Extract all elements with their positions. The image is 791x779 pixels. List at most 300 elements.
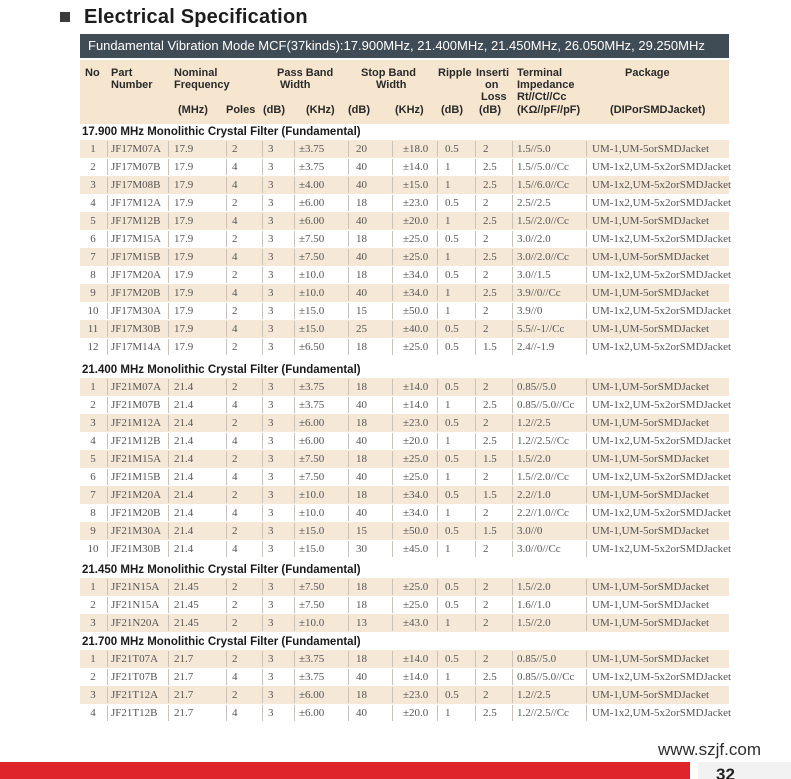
- table-cell: 0.85//5.0: [517, 381, 557, 393]
- table-cell: 18: [356, 653, 367, 665]
- table-cell: JF21M20B: [111, 507, 161, 519]
- table-cell: 21.4: [174, 525, 194, 537]
- table-cell: UM-1x2,UM-5x2orSMDJacket: [592, 671, 732, 683]
- table-cell: 3: [268, 689, 274, 701]
- header-nominal-1: Nominal: [174, 67, 218, 79]
- column-divider: [226, 213, 227, 229]
- table-cell: UM-1x2,UM-5x2orSMDJacket: [592, 435, 732, 447]
- column-divider: [475, 379, 476, 395]
- table-cell: 2: [483, 197, 489, 209]
- column-divider: [294, 651, 295, 667]
- table-row: [80, 522, 729, 540]
- table-cell: JF21N20A: [111, 617, 160, 629]
- column-divider: [226, 231, 227, 247]
- column-divider: [392, 505, 393, 521]
- column-divider: [586, 469, 587, 485]
- column-divider: [586, 651, 587, 667]
- table-cell: ±50.0: [403, 305, 429, 317]
- column-divider: [168, 249, 169, 265]
- table-cell: 1: [445, 287, 451, 299]
- table-cell: ±45.0: [403, 543, 429, 555]
- column-divider: [392, 285, 393, 301]
- column-divider: [586, 687, 587, 703]
- table-cell: 1: [90, 381, 96, 393]
- table-cell: 1.5//6.0//Cc: [517, 179, 569, 191]
- table-cell: 2: [483, 305, 489, 317]
- column-divider: [348, 579, 349, 595]
- table-cell: 1.5: [483, 489, 497, 501]
- table-cell: 2: [483, 471, 489, 483]
- column-divider: [437, 451, 438, 467]
- table-cell: 2: [232, 581, 238, 593]
- table-cell: UM-1x2,UM-5x2orSMDJacket: [592, 543, 732, 555]
- table-cell: 2: [483, 233, 489, 245]
- table-row: [80, 504, 732, 522]
- table-cell: JF21M20A: [111, 489, 162, 501]
- column-divider: [475, 213, 476, 229]
- table-cell: JF21T12A: [111, 689, 159, 701]
- column-divider: [348, 195, 349, 211]
- column-divider: [512, 231, 513, 247]
- website-url: www.szjf.com: [658, 740, 761, 759]
- table-cell: 3: [268, 305, 274, 317]
- table-cell: 2.5: [483, 179, 497, 191]
- table-cell: 2: [90, 161, 96, 173]
- table-cell: 3.0//1.5: [517, 269, 551, 281]
- column-divider: [586, 303, 587, 319]
- table-cell: 18: [356, 489, 367, 501]
- table-cell: 3.0//2.0//Cc: [517, 251, 569, 263]
- column-divider: [168, 285, 169, 301]
- column-divider: [475, 321, 476, 337]
- table-row: [80, 468, 732, 486]
- column-divider: [512, 433, 513, 449]
- column-divider: [294, 285, 295, 301]
- table-cell: 1.5: [483, 525, 497, 537]
- table-cell: UM-1,UM-5orSMDJacket: [592, 653, 710, 665]
- column-divider: [392, 415, 393, 431]
- table-cell: ±6.00: [299, 435, 325, 447]
- table-cell: UM-1,UM-5orSMDJacket: [592, 251, 710, 263]
- column-divider: [262, 397, 263, 413]
- column-divider: [294, 579, 295, 595]
- column-divider: [475, 177, 476, 193]
- column-divider: [168, 469, 169, 485]
- column-divider: [437, 321, 438, 337]
- table-cell: 0.85//5.0//Cc: [517, 399, 575, 411]
- column-divider: [294, 523, 295, 539]
- table-cell: UM-1x2,UM-5x2orSMDJacket: [592, 305, 732, 317]
- table-cell: 3: [268, 599, 274, 611]
- table-cell: 2: [483, 599, 489, 611]
- table-cell: 2: [232, 653, 238, 665]
- table-cell: UM-1x2,UM-5x2orSMDJacket: [592, 269, 732, 281]
- column-divider: [348, 249, 349, 265]
- table-cell: UM-1x2,UM-5x2orSMDJacket: [592, 233, 732, 245]
- header-terminal-1: Terminal: [517, 67, 563, 79]
- table-cell: JF21T12B: [111, 707, 158, 719]
- table-row: [80, 284, 729, 302]
- column-divider: [262, 469, 263, 485]
- column-divider: [437, 597, 438, 613]
- table-cell: ±34.0: [403, 507, 429, 519]
- column-divider: [107, 451, 108, 467]
- column-divider: [475, 195, 476, 211]
- column-divider: [475, 705, 476, 721]
- column-divider: [586, 285, 587, 301]
- column-divider: [262, 267, 263, 283]
- table-row: [80, 650, 729, 668]
- table-cell: 4: [90, 707, 96, 719]
- table-cell: ±6.00: [299, 197, 325, 209]
- table-cell: 40: [356, 161, 367, 173]
- column-divider: [586, 213, 587, 229]
- table-cell: ±6.00: [299, 215, 325, 227]
- table-cell: ±23.0: [403, 197, 429, 209]
- table-cell: 21.7: [174, 707, 194, 719]
- table-cell: 4: [232, 707, 238, 719]
- table-row: [80, 302, 732, 320]
- column-divider: [348, 159, 349, 175]
- column-divider: [392, 141, 393, 157]
- table-cell: 17.9: [174, 305, 194, 317]
- table-cell: 4: [232, 543, 238, 555]
- column-divider: [512, 451, 513, 467]
- column-divider: [586, 523, 587, 539]
- table-cell: 3: [268, 507, 274, 519]
- table-cell: ±34.0: [403, 489, 429, 501]
- table-row: [80, 320, 729, 338]
- column-divider: [586, 541, 587, 557]
- column-divider: [168, 195, 169, 211]
- header-part-1: Part: [111, 67, 133, 79]
- section-title: 21.700 MHz Monolithic Crystal Filter (Fundamental): [82, 636, 361, 648]
- table-cell: ±18.0: [403, 143, 429, 155]
- table-cell: 3: [268, 381, 274, 393]
- table-cell: 5: [90, 215, 96, 227]
- table-cell: 0.5: [445, 525, 459, 537]
- column-divider: [475, 433, 476, 449]
- column-divider: [586, 433, 587, 449]
- table-cell: 21.4: [174, 453, 194, 465]
- table-cell: 2: [232, 489, 238, 501]
- table-cell: 3: [268, 653, 274, 665]
- table-cell: JF21M07B: [111, 399, 161, 411]
- header-unit-mhz: (MHz): [178, 104, 208, 116]
- table-cell: 1: [445, 435, 451, 447]
- table-banner: Fundamental Vibration Mode MCF(37kinds):17.900MHz, 21.400MHz, 21.450MHz, 26.050MHz, 29.250MHz: [80, 34, 729, 58]
- table-row: [80, 194, 732, 212]
- table-row: [80, 230, 732, 248]
- section-heading: [60, 4, 308, 30]
- column-divider: [226, 177, 227, 193]
- table-cell: UM-1,UM-5orSMDJacket: [592, 323, 710, 335]
- column-divider: [226, 505, 227, 521]
- column-divider: [437, 285, 438, 301]
- column-divider: [392, 669, 393, 685]
- column-divider: [348, 141, 349, 157]
- table-cell: 4: [90, 197, 96, 209]
- column-divider: [348, 379, 349, 395]
- table-cell: 3: [268, 143, 274, 155]
- section-title: 21.400 MHz Monolithic Crystal Filter (Fundamental): [82, 364, 361, 376]
- column-divider: [168, 159, 169, 175]
- column-divider: [168, 303, 169, 319]
- column-divider: [262, 433, 263, 449]
- table-cell: 3.0//0: [517, 525, 543, 537]
- table-cell: 18: [356, 269, 367, 281]
- table-cell: 21.4: [174, 417, 194, 429]
- table-cell: UM-1,UM-5orSMDJacket: [592, 525, 710, 537]
- footer-bar: [0, 762, 690, 779]
- column-divider: [262, 285, 263, 301]
- column-divider: [226, 615, 227, 631]
- table-cell: 4: [232, 671, 238, 683]
- column-divider: [168, 433, 169, 449]
- table-cell: ±20.0: [403, 215, 429, 227]
- column-divider: [437, 505, 438, 521]
- table-cell: 17.9: [174, 233, 194, 245]
- table-cell: 1: [445, 179, 451, 191]
- table-cell: ±7.50: [299, 581, 325, 593]
- table-row: [80, 450, 729, 468]
- column-divider: [262, 579, 263, 595]
- table-cell: 1: [445, 671, 451, 683]
- table-cell: 40: [356, 215, 367, 227]
- column-divider: [294, 177, 295, 193]
- column-divider: [168, 339, 169, 355]
- table-cell: JF17M15A: [111, 233, 162, 245]
- table-cell: ±3.75: [299, 161, 325, 173]
- table-cell: 2.4//-1.9: [517, 341, 555, 353]
- table-cell: UM-1,UM-5orSMDJacket: [592, 287, 710, 299]
- table-cell: UM-1x2,UM-5x2orSMDJacket: [592, 507, 732, 519]
- column-divider: [475, 249, 476, 265]
- table-cell: JF21T07B: [111, 671, 158, 683]
- column-divider: [512, 159, 513, 175]
- table-cell: 2: [483, 543, 489, 555]
- column-divider: [512, 303, 513, 319]
- column-divider: [168, 523, 169, 539]
- table-row: [80, 686, 729, 704]
- column-divider: [586, 339, 587, 355]
- column-divider: [262, 213, 263, 229]
- table-cell: 3: [268, 287, 274, 299]
- table-cell: 1: [445, 707, 451, 719]
- table-cell: 0.5: [445, 653, 459, 665]
- column-divider: [475, 669, 476, 685]
- table-cell: ±6.00: [299, 417, 325, 429]
- column-divider: [168, 597, 169, 613]
- column-divider: [168, 579, 169, 595]
- column-divider: [475, 397, 476, 413]
- table-cell: 7: [90, 489, 96, 501]
- table-cell: 0.5: [445, 197, 459, 209]
- table-cell: JF17M07B: [111, 161, 161, 173]
- page-number: 32: [698, 762, 791, 779]
- table-cell: 1.2//2.5: [517, 689, 551, 701]
- column-divider: [392, 487, 393, 503]
- table-cell: UM-1,UM-5orSMDJacket: [592, 215, 710, 227]
- column-divider: [348, 597, 349, 613]
- column-divider: [262, 177, 263, 193]
- table-cell: 40: [356, 507, 367, 519]
- column-divider: [475, 267, 476, 283]
- column-divider: [168, 267, 169, 283]
- table-cell: 2: [232, 197, 238, 209]
- column-divider: [262, 379, 263, 395]
- table-cell: ±20.0: [403, 707, 429, 719]
- table-cell: 3: [268, 671, 274, 683]
- column-divider: [392, 339, 393, 355]
- column-divider: [475, 651, 476, 667]
- column-divider: [348, 651, 349, 667]
- column-divider: [512, 615, 513, 631]
- table-cell: ±4.00: [299, 179, 325, 191]
- column-divider: [107, 669, 108, 685]
- column-divider: [168, 687, 169, 703]
- column-divider: [475, 415, 476, 431]
- column-divider: [262, 669, 263, 685]
- table-cell: 17.9: [174, 251, 194, 263]
- column-divider: [512, 397, 513, 413]
- column-divider: [437, 651, 438, 667]
- table-cell: 6: [90, 233, 96, 245]
- column-divider: [107, 159, 108, 175]
- table-row: [80, 266, 732, 284]
- table-cell: 0.5: [445, 323, 459, 335]
- column-divider: [107, 469, 108, 485]
- table-row: [80, 338, 732, 356]
- column-divider: [348, 523, 349, 539]
- column-divider: [586, 231, 587, 247]
- column-divider: [294, 487, 295, 503]
- column-divider: [226, 195, 227, 211]
- table-cell: 2: [232, 417, 238, 429]
- column-divider: [294, 379, 295, 395]
- column-divider: [168, 379, 169, 395]
- table-cell: ±10.0: [299, 287, 325, 299]
- column-divider: [586, 451, 587, 467]
- column-divider: [294, 451, 295, 467]
- table-cell: 2.5//2.5: [517, 197, 551, 209]
- column-divider: [437, 615, 438, 631]
- column-divider: [392, 705, 393, 721]
- column-divider: [226, 141, 227, 157]
- header-terminal-2: Impedance: [517, 79, 575, 91]
- column-divider: [475, 285, 476, 301]
- table-cell: 2.5: [483, 399, 497, 411]
- table-cell: ±10.0: [299, 269, 325, 281]
- table-cell: ±3.75: [299, 143, 325, 155]
- table-cell: 4: [232, 251, 238, 263]
- table-cell: 3: [268, 233, 274, 245]
- column-divider: [226, 285, 227, 301]
- column-divider: [107, 615, 108, 631]
- column-divider: [107, 339, 108, 355]
- table-cell: 3: [90, 689, 96, 701]
- table-cell: 3: [268, 399, 274, 411]
- column-divider: [512, 487, 513, 503]
- table-cell: 17.9: [174, 323, 194, 335]
- table-cell: 1.5//5.0: [517, 143, 551, 155]
- table-cell: 0.5: [445, 233, 459, 245]
- column-divider: [586, 177, 587, 193]
- table-cell: ±7.50: [299, 251, 325, 263]
- column-divider: [294, 415, 295, 431]
- column-divider: [107, 687, 108, 703]
- table-cell: 20: [356, 143, 367, 155]
- column-divider: [348, 541, 349, 557]
- table-cell: 1: [90, 581, 96, 593]
- table-cell: 0.5: [445, 581, 459, 593]
- column-divider: [475, 339, 476, 355]
- column-divider: [512, 141, 513, 157]
- column-divider: [512, 321, 513, 337]
- column-divider: [348, 487, 349, 503]
- column-divider: [437, 415, 438, 431]
- table-cell: 2: [232, 305, 238, 317]
- column-divider: [437, 195, 438, 211]
- table-cell: 2: [232, 233, 238, 245]
- column-divider: [294, 541, 295, 557]
- column-divider: [392, 321, 393, 337]
- table-cell: 1: [445, 161, 451, 173]
- column-divider: [348, 285, 349, 301]
- table-cell: 2.5: [483, 287, 497, 299]
- column-divider: [586, 379, 587, 395]
- column-divider: [226, 451, 227, 467]
- table-cell: UM-1x2,UM-5x2orSMDJacket: [592, 341, 732, 353]
- column-divider: [392, 523, 393, 539]
- column-divider: [475, 523, 476, 539]
- column-divider: [107, 705, 108, 721]
- column-divider: [392, 597, 393, 613]
- column-divider: [512, 285, 513, 301]
- table-cell: ±14.0: [403, 653, 429, 665]
- table-cell: 2: [483, 689, 489, 701]
- column-divider: [226, 469, 227, 485]
- table-cell: ±14.0: [403, 161, 429, 173]
- column-divider: [262, 159, 263, 175]
- column-divider: [475, 451, 476, 467]
- table-cell: 1.5//5.0//Cc: [517, 161, 569, 173]
- section-title: 17.900 MHz Monolithic Crystal Filter (Fundamental): [82, 126, 361, 138]
- table-cell: 1: [445, 507, 451, 519]
- column-divider: [437, 523, 438, 539]
- table-cell: JF17M15B: [111, 251, 161, 263]
- table-cell: 18: [356, 453, 367, 465]
- column-divider: [437, 687, 438, 703]
- header-unit-impedance: (KΩ//pF//pF): [517, 104, 581, 116]
- column-divider: [512, 651, 513, 667]
- column-divider: [512, 213, 513, 229]
- column-divider: [226, 523, 227, 539]
- table-row: [80, 668, 732, 686]
- table-cell: 3: [268, 161, 274, 173]
- column-divider: [107, 267, 108, 283]
- table-cell: 17.9: [174, 341, 194, 353]
- table-cell: ±6.50: [299, 341, 325, 353]
- column-divider: [294, 321, 295, 337]
- table-cell: 2: [232, 453, 238, 465]
- column-divider: [226, 651, 227, 667]
- column-divider: [437, 705, 438, 721]
- table-cell: ±25.0: [403, 599, 429, 611]
- table-row: [80, 176, 732, 194]
- table-cell: ±25.0: [403, 581, 429, 593]
- column-divider: [262, 195, 263, 211]
